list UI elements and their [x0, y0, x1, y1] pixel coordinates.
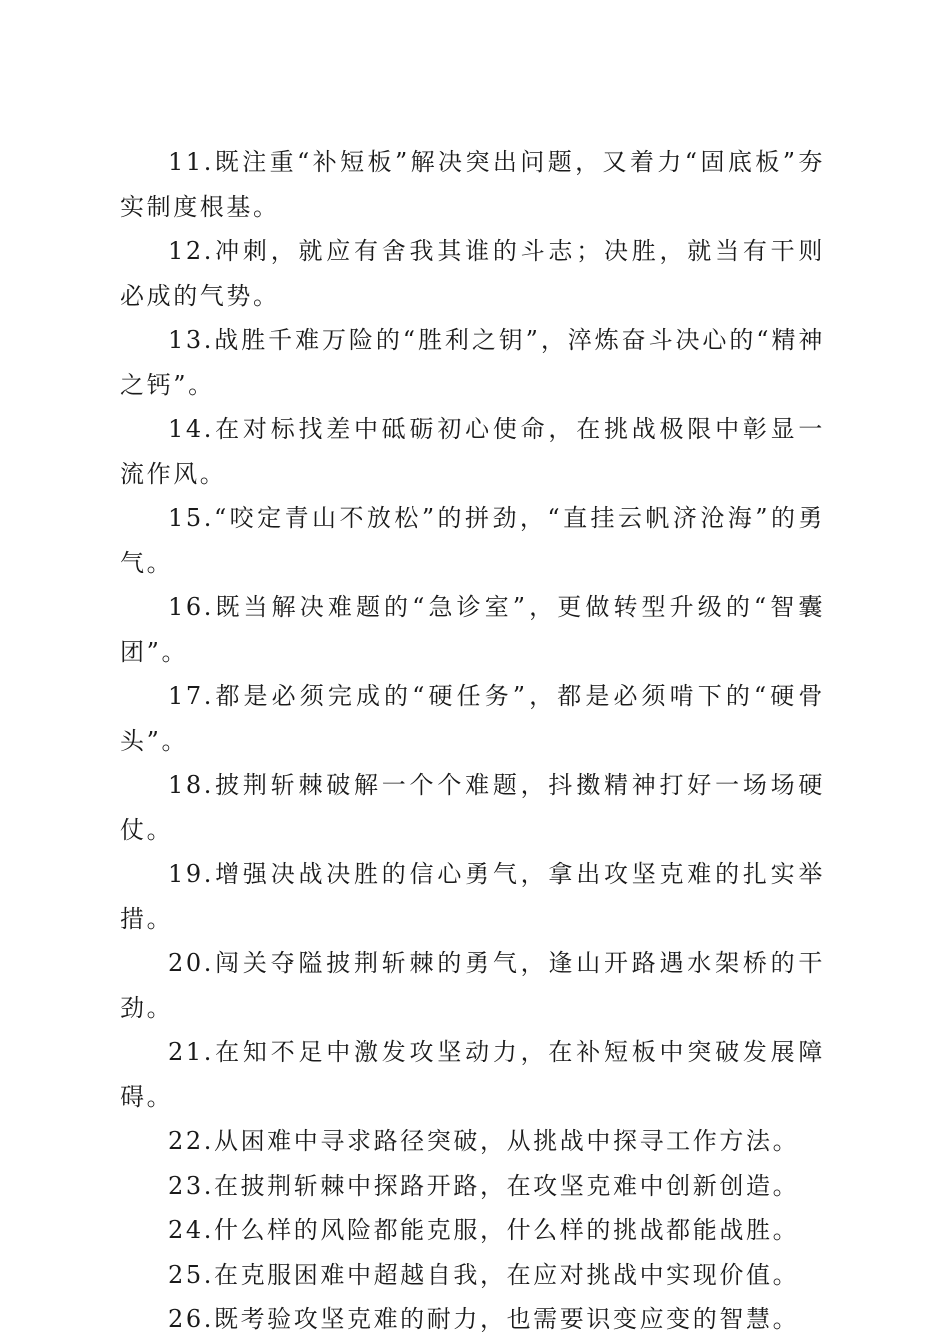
paragraph-23: 23.在披荆斩棘中探路开路，在攻坚克难中创新创造。	[168, 1171, 800, 1200]
paragraph-25: 25.在克服困难中超越自我，在应对挑战中实现价值。	[168, 1260, 800, 1289]
paragraph-11: 11.既注重“补短板”解决突出问题，又着力“固底板”夯实制度根基。	[120, 148, 825, 221]
paragraph-14: 14.在对标找差中砥砺初心使命，在挑战极限中彰显一流作风。	[120, 415, 825, 488]
paragraph-19: 19.增强决战决胜的信心勇气，拿出攻坚克难的扎实举措。	[120, 860, 825, 933]
paragraph-12: 12.冲刺，就应有舍我其谁的斗志；决胜，就当有干则必成的气势。	[120, 237, 825, 310]
paragraph-17: 17.都是必须完成的“硬任务”，都是必须啃下的“硬骨头”。	[120, 682, 825, 755]
paragraph-21: 21.在知不足中激发攻坚动力，在补短板中突破发展障碍。	[120, 1038, 825, 1111]
document-body	[120, 140, 825, 1342]
paragraph-13: 13.战胜千难万险的“胜利之钥”，淬炼奋斗决心的“精神之钙”。	[120, 326, 825, 399]
paragraph-15: 15.“咬定青山不放松”的拼劲，“直挂云帆济沧海”的勇气。	[120, 504, 825, 577]
paragraph-18: 18.披荆斩棘破解一个个难题，抖擞精神打好一场场硬仗。	[120, 771, 825, 844]
paragraph-16: 16.既当解决难题的“急诊室”，更做转型升级的“智囊团”。	[120, 593, 825, 666]
paragraph-24: 24.什么样的风险都能克服，什么样的挑战都能战胜。	[168, 1216, 800, 1244]
paragraph-26: 26.既考验攻坚克难的耐力，也需要识变应变的智慧。	[168, 1305, 800, 1333]
paragraph-20: 20.闯关夺隘披荆斩棘的勇气，逢山开路遇水架桥的干劲。	[120, 949, 825, 1022]
paragraph-22: 22.从困难中寻求路径突破，从挑战中探寻工作方法。	[168, 1127, 800, 1155]
